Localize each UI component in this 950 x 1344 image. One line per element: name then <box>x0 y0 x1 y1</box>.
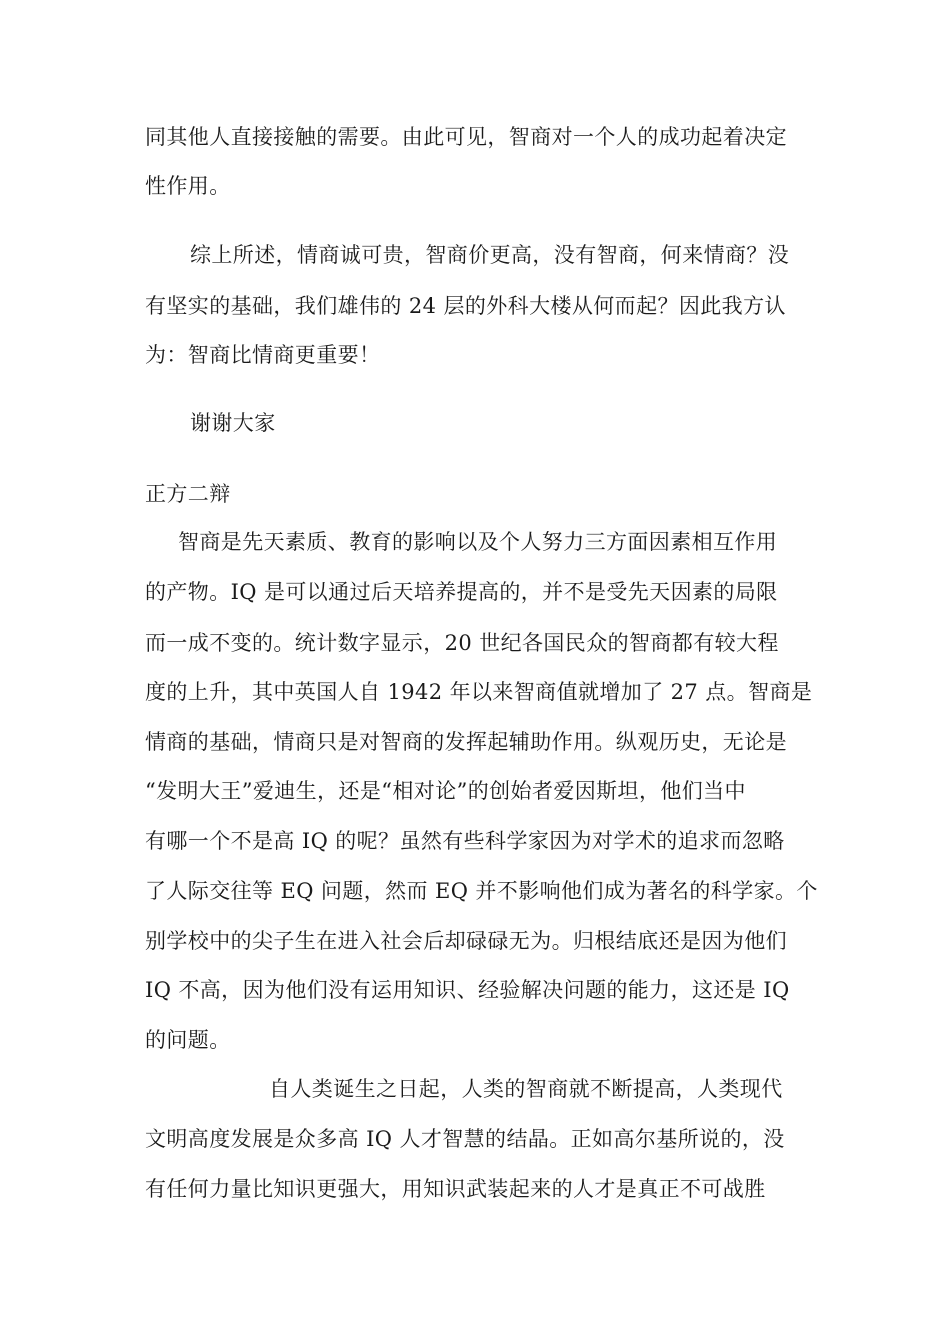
text-line: 而一成不变的。统计数字显示，20 世纪各国民众的智商都有较大程 <box>145 631 779 655</box>
section-heading: 正方二辩 <box>145 482 231 506</box>
text-line: 度的上升，其中英国人自 1942 年以来智商值就增加了 27 点。智商是 <box>145 680 813 704</box>
text-line: 性作用。 <box>145 174 231 198</box>
text-line: “发明大王”爱迪生，还是“相对论”的创始者爱因斯坦，他们当中 <box>145 779 746 803</box>
text-line: 有任何力量比知识更强大，用知识武装起来的人才是真正不可战胜 <box>145 1177 766 1201</box>
text-line: 综上所述，情商诚可贵，智商价更高，没有智商，何来情商？没 <box>190 243 790 267</box>
text-line: 文明高度发展是众多高 IQ 人才智慧的结晶。正如高尔基所说的，没 <box>145 1127 785 1151</box>
text-line: 为：智商比情商更重要！ <box>145 343 381 367</box>
text-line: 的产物。IQ 是可以通过后天培养提高的，并不是受先天因素的局限 <box>145 580 778 604</box>
text-line: 有哪一个不是高 IQ 的呢？虽然有些科学家因为对学术的追求而忽略 <box>145 829 785 853</box>
text-line: 智商是先天素质、教育的影响以及个人努力三方面因素相互作用 <box>178 530 778 554</box>
text-line: 有坚实的基础，我们雄伟的 24 层的外科大楼从何而起？因此我方认 <box>145 294 786 318</box>
text-line: 情商的基础，情商只是对智商的发挥起辅助作用。纵观历史，无论是 <box>145 730 787 754</box>
text-line: 自人类诞生之日起，人类的智商就不断提高，人类现代 <box>269 1077 783 1101</box>
text-line: 的问题。 <box>145 1028 231 1052</box>
text-line: IQ 不高，因为他们没有运用知识、经验解决问题的能力，这还是 IQ <box>145 978 790 1002</box>
text-line: 同其他人直接接触的需要。由此可见，智商对一个人的成功起着决定 <box>145 125 787 149</box>
text-line: 了人际交往等 EQ 问题，然而 EQ 并不影响他们成为著名的科学家。个 <box>145 879 818 903</box>
closing-line: 谢谢大家 <box>190 411 276 435</box>
text-line: 别学校中的尖子生在进入社会后却碌碌无为。归根结底还是因为他们 <box>145 929 787 953</box>
